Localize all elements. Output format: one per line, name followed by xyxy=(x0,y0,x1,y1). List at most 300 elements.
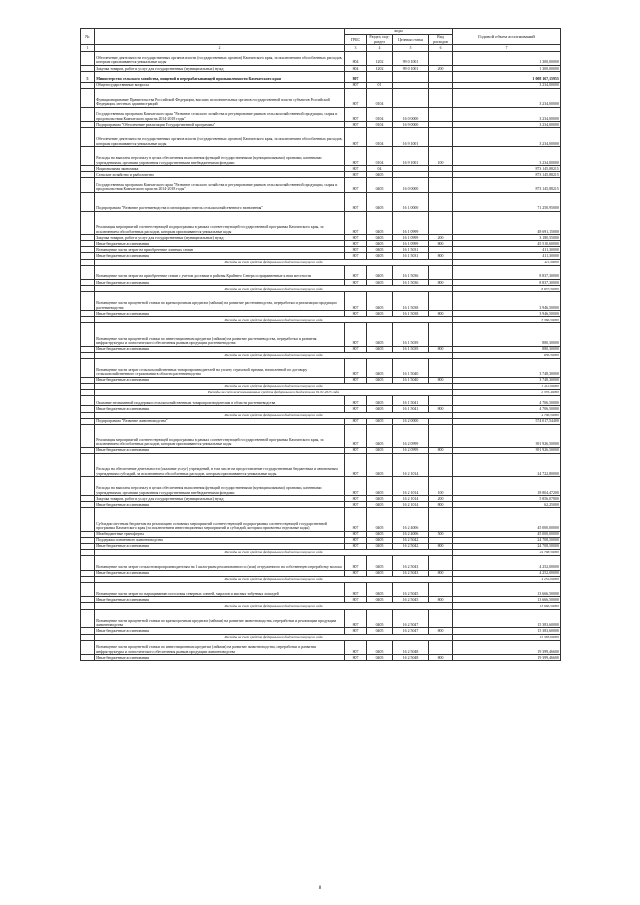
cell-name: Возмещение части процентной ставки по краткосрочным кредитам (займам) на развитие растениеводства, переработки и реализации продукции растениеводства xyxy=(95,292,345,311)
cell-vid xyxy=(429,292,453,311)
cell-sum: 391 926,50000 xyxy=(453,447,561,453)
cell-no xyxy=(81,178,95,193)
cell-sum: 13 666,50000 xyxy=(453,597,561,603)
cell-celevaya: 16 2 1014 xyxy=(393,454,429,477)
cell-sum: 3 748,30000 xyxy=(453,358,561,377)
cell-grbs: 807 xyxy=(345,447,367,453)
cell-vid xyxy=(429,178,453,193)
table-row xyxy=(81,424,561,447)
cell-razdel: 0405 xyxy=(367,609,393,628)
header-vid: Вид расходов xyxy=(429,35,453,45)
cell-sum: 5 856,07800 xyxy=(453,496,561,502)
cell-celevaya: 16 1 5031 xyxy=(393,247,429,253)
cell-celevaya: 16 2 0000 xyxy=(393,418,429,424)
cell-sum: 3 234,00000 xyxy=(453,107,561,122)
cell-grbs: 807 xyxy=(345,424,367,447)
cell-name: Субсидии местным бюджетам на реализацию основных мероприятий соответствующей подпрограммы соответствующей государственной программы Камчатского края (за исключением инвестиционных мероприятий и субсидий, которым присвоены отдельные коды) xyxy=(95,508,345,531)
cell-celevaya: 16 2 5042 xyxy=(393,543,429,549)
cell-note: Расходы за счет средств федерального бюджета текущего года xyxy=(95,317,453,323)
cell-celevaya: 16 2 0999 xyxy=(393,424,429,447)
cell-name: Иные бюджетные ассигнования xyxy=(95,655,345,661)
cell-name: Иные бюджетные ассигнования xyxy=(95,543,345,549)
table-row xyxy=(81,72,561,82)
cell-no xyxy=(81,265,95,280)
cell-sum: 45 000,00000 xyxy=(453,531,561,537)
cell-razdel: 0405 xyxy=(367,543,393,549)
cell-no xyxy=(81,640,95,655)
cell-razdel: 0405 xyxy=(367,537,393,543)
cell-razdel: 0405 xyxy=(367,377,393,383)
cell-vid: 100 xyxy=(429,147,453,166)
cell-sum: 15 383,60000 xyxy=(453,628,561,634)
cell-razdel: 0405 xyxy=(367,253,393,259)
cell-razdel: 0405 xyxy=(367,192,393,211)
table-row xyxy=(81,88,561,107)
cell-grbs: 807 xyxy=(345,346,367,352)
cell-sum: 411,30000 xyxy=(453,253,561,259)
col-number: 4 xyxy=(367,45,393,51)
cell-grbs: 807 xyxy=(345,531,367,537)
cell-sum: 391 926,50000 xyxy=(453,424,561,447)
cell-razdel: 0405 xyxy=(367,477,393,496)
cell-name: Иные бюджетные ассигнования xyxy=(95,628,345,634)
cell-razdel: 0405 xyxy=(367,424,393,447)
cell-razdel: 0405 xyxy=(367,447,393,453)
cell-name: Иные бюджетные ассигнования xyxy=(95,253,345,259)
cell-sum: 873 145,88215 xyxy=(453,166,561,172)
cell-sum: 880,30000 xyxy=(453,346,561,352)
cell-vid xyxy=(429,358,453,377)
cell-name: Иные бюджетные ассигнования xyxy=(95,502,345,508)
cell-sum: 8 837,30000 xyxy=(453,280,561,286)
cell-grbs: 807 xyxy=(345,166,367,172)
cell-celevaya xyxy=(393,88,429,107)
cell-note: Расходы за счет средств федерального бюджета текущего года xyxy=(95,383,453,389)
cell-celevaya: 16 0 0000 xyxy=(393,107,429,122)
cell-no xyxy=(81,454,95,477)
cell-no xyxy=(81,358,95,377)
cell-sum: 3 234,00000 xyxy=(453,122,561,128)
cell-no xyxy=(81,147,95,166)
cell-no xyxy=(81,128,95,147)
table-row xyxy=(81,147,561,166)
cell-name: Иные бюджетные ассигнования xyxy=(95,280,345,286)
cell-celevaya: 16 1 5041 xyxy=(393,406,429,412)
table-row xyxy=(81,358,561,377)
cell-grbs: 807 xyxy=(345,477,367,496)
cell-sum: 4 252,00000 xyxy=(453,556,561,571)
cell-razdel: 0104 xyxy=(367,88,393,107)
cell-grbs: 807 xyxy=(345,358,367,377)
cell-vid: 800 xyxy=(429,447,453,453)
cell-sum: 873 145,88215 xyxy=(453,178,561,193)
cell-vid: 800 xyxy=(429,253,453,259)
cell-vid: 800 xyxy=(429,346,453,352)
cell-celevaya: 16 2 0999 xyxy=(393,447,429,453)
cell-no xyxy=(81,582,95,597)
cell-vid xyxy=(429,640,453,655)
cell-sum: 1 300,00000 xyxy=(453,51,561,66)
cell-no xyxy=(81,211,95,234)
cell-sum: 13 666,50000 xyxy=(453,582,561,597)
cell-vid: 800 xyxy=(429,543,453,549)
cell-name: Возмещение части затрат на приобретение семян с учетом доставки в районы Крайнего Севера и приравненные к ним местности xyxy=(95,265,345,280)
table-header xyxy=(81,29,561,52)
col-number: 2 xyxy=(95,45,345,51)
cell-vid xyxy=(429,265,453,280)
cell-no xyxy=(81,508,95,531)
cell-sum: 8 837,30000 xyxy=(453,286,561,292)
cell-name: Национальная экономика xyxy=(95,166,345,172)
cell-note: Расходы за счет неиспользованных средств федерального бюджета на 01.01.2015 года xyxy=(95,390,453,396)
cell-celevaya: 16 1 5040 xyxy=(393,377,429,383)
cell-name: Возмещение части процентной ставки по краткосрочным кредитам (займам) на развитие животноводства, переработки и реализации продукции животноводства xyxy=(95,609,345,628)
cell-grbs: 807 xyxy=(345,311,367,317)
cell-name: Закупка товаров, работ и услуг для государственных (муниципальных) нужд xyxy=(95,496,345,502)
cell-vid xyxy=(429,454,453,477)
cell-celevaya: 16 1 5039 xyxy=(393,346,429,352)
cell-sum: 4 706,50000 xyxy=(453,396,561,406)
cell-razdel: 0104 xyxy=(367,122,393,128)
cell-razdel: 0405 xyxy=(367,311,393,317)
cell-vid: 800 xyxy=(429,628,453,634)
cell-sum: 45 510,60000 xyxy=(453,241,561,247)
table-row xyxy=(81,292,561,311)
cell-vid: 800 xyxy=(429,570,453,576)
cell-note: Расходы за счет средств федерального бюджета текущего года xyxy=(95,634,453,640)
table-row xyxy=(81,107,561,122)
cell-razdel: 0405 xyxy=(367,280,393,286)
cell-vid: 800 xyxy=(429,597,453,603)
cell-celevaya: 16 0 0000 xyxy=(393,178,429,193)
cell-celevaya: 16 2 4006 xyxy=(393,508,429,531)
budget-table xyxy=(80,28,561,661)
cell-grbs: 804 xyxy=(345,51,367,66)
cell-grbs: 807 xyxy=(345,241,367,247)
table-row xyxy=(81,640,561,655)
cell-name: Подпрограмма "Развитие животноводства" xyxy=(95,418,345,424)
cell-sum: 19 399,46600 xyxy=(453,640,561,655)
cell-razdel: 0405 xyxy=(367,292,393,311)
cell-no xyxy=(81,477,95,496)
cell-celevaya: 16 2 5043 xyxy=(393,570,429,576)
cell-note: Расходы за счет средств федерального бюджета текущего года xyxy=(95,549,453,555)
cell-grbs: 807 xyxy=(345,107,367,122)
cell-razdel: 0405 xyxy=(367,346,393,352)
cell-celevaya: 16 9 0000 xyxy=(393,122,429,128)
cell-grbs: 807 xyxy=(345,280,367,286)
cell-celevaya: 16 2 5048 xyxy=(393,640,429,655)
cell-celevaya: 16 1 5039 xyxy=(393,323,429,346)
cell-sum: 15 383,60000 xyxy=(453,634,561,640)
cell-sum: 3 234,00000 xyxy=(453,82,561,88)
cell-sum: 4 706,50000 xyxy=(453,412,561,418)
cell-razdel: 0405 xyxy=(367,247,393,253)
cell-celevaya: 16 2 5043 xyxy=(393,556,429,571)
cell-name: Расходы на выплаты персоналу в целях обеспечения выполнения функций государственными (муниципальными) органами, казенными учреждениями, органами управления государственными внебюджетными фондами xyxy=(95,147,345,166)
cell-name: Возмещение части затрат на приобретение элитных семян xyxy=(95,247,345,253)
cell-razdel: 0104 xyxy=(367,107,393,122)
cell-grbs: 807 xyxy=(345,172,367,178)
cell-celevaya: 16 1 0000 xyxy=(393,192,429,211)
cell-vid xyxy=(429,72,453,82)
cell-razdel: 0405 xyxy=(367,502,393,508)
table-row xyxy=(81,265,561,280)
header-codes: коды xyxy=(345,29,453,35)
cell-celevaya: 99 0 1001 xyxy=(393,66,429,72)
cell-name: Обеспечение деятельности государственных органов власти (государственных органов) Камчатского края, за исключением обособленных расходов, которым присваиваются уникальные коды xyxy=(95,51,345,66)
cell-grbs: 807 xyxy=(345,418,367,424)
cell-sum: 411,30000 xyxy=(453,247,561,253)
cell-celevaya: 16 1 5036 xyxy=(393,265,429,280)
cell-name: Иные бюджетные ассигнования xyxy=(95,241,345,247)
cell-grbs: 807 xyxy=(345,556,367,571)
cell-vid: 800 xyxy=(429,311,453,317)
cell-celevaya: 16 1 5038 xyxy=(393,311,429,317)
cell-sum: 71 250,95000 xyxy=(453,192,561,211)
cell-vid: 800 xyxy=(429,280,453,286)
cell-name: Общегосударственные вопросы xyxy=(95,82,345,88)
cell-razdel: 1202 xyxy=(367,51,393,66)
cell-grbs: 807 xyxy=(345,122,367,128)
table-row xyxy=(81,556,561,571)
cell-grbs: 807 xyxy=(345,628,367,634)
cell-grbs: 807 xyxy=(345,502,367,508)
cell-sum: 24 708,50000 xyxy=(453,543,561,549)
cell-grbs: 807 xyxy=(345,292,367,311)
cell-grbs: 807 xyxy=(345,323,367,346)
cell-razdel: 0405 xyxy=(367,323,393,346)
cell-grbs: 807 xyxy=(345,247,367,253)
cell-celevaya: 16 1 5036 xyxy=(393,280,429,286)
cell-celevaya: 16 2 5048 xyxy=(393,655,429,661)
cell-grbs: 804 xyxy=(345,66,367,72)
cell-name: Иные бюджетные ассигнования xyxy=(95,570,345,576)
cell-sum: 3 748,30000 xyxy=(453,377,561,383)
cell-grbs: 807 xyxy=(345,537,367,543)
cell-celevaya: 16 1 5031 xyxy=(393,253,429,259)
cell-sum: 24 708,50000 xyxy=(453,549,561,555)
cell-grbs: 807 xyxy=(345,396,367,406)
cell-sum: 873 145,88215 xyxy=(453,172,561,178)
cell-name: Подпрограмма "Обеспечение реализации Государственной программы" xyxy=(95,122,345,128)
cell-vid xyxy=(429,88,453,107)
cell-sum: 1 008 167,15955 xyxy=(453,72,561,82)
cell-grbs: 807 xyxy=(345,235,367,241)
cell-razdel: 0405 xyxy=(367,178,393,193)
cell-sum: 411,30000 xyxy=(453,259,561,265)
cell-vid: 800 xyxy=(429,241,453,247)
cell-no xyxy=(81,292,95,311)
cell-name: Реализация мероприятий соответствующей подпрограммы в рамках соответствующей государственной программы Камчатского края, за исключением обособленных расходов, которым присваиваются уникальные коды xyxy=(95,211,345,234)
cell-grbs: 807 xyxy=(345,454,367,477)
header-sum: Годовой объем ассигнований xyxy=(453,29,561,45)
cell-celevaya: 16 9 1001 xyxy=(393,147,429,166)
cell-razdel: 0405 xyxy=(367,241,393,247)
cell-razdel: 0405 xyxy=(367,396,393,406)
cell-razdel: 0405 xyxy=(367,508,393,531)
cell-celevaya: 16 2 1014 xyxy=(393,496,429,502)
cell-name: Поддержка племенного животноводства xyxy=(95,537,345,543)
cell-grbs: 807 xyxy=(345,508,367,531)
cell-razdel: 01 xyxy=(367,82,393,88)
cell-no xyxy=(81,609,95,628)
cell-razdel: 0405 xyxy=(367,597,393,603)
cell-celevaya: 16 2 5047 xyxy=(393,609,429,628)
cell-name: Иные бюджетные ассигнования xyxy=(95,311,345,317)
cell-sum: 2 335,40000 xyxy=(453,390,561,396)
cell-razdel: 0405 xyxy=(367,454,393,477)
table-body xyxy=(81,51,561,661)
cell-celevaya: 16 1 0999 xyxy=(393,241,429,247)
cell-name: Закупка товаров, работ и услуг для государственных (муниципальных) нужд xyxy=(95,235,345,241)
table-row xyxy=(81,211,561,234)
cell-razdel: 0405 xyxy=(367,556,393,571)
cell-name: Иные бюджетные ассигнования xyxy=(95,597,345,603)
table-row xyxy=(81,582,561,597)
table-row xyxy=(81,454,561,477)
cell-sum: 3 946,50000 xyxy=(453,292,561,311)
cell-grbs: 807 xyxy=(345,211,367,234)
cell-razdel: 0405 xyxy=(367,358,393,377)
table-row xyxy=(81,178,561,193)
table-row xyxy=(81,396,561,406)
cell-vid xyxy=(429,396,453,406)
cell-vid: 800 xyxy=(429,655,453,661)
cell-name: Возмещение части затрат сельскохозяйственных товаропроизводителей на уплату страховой премии, начисленной по договору сельскохозяйственного страхования в области растениеводства xyxy=(95,358,345,377)
cell-grbs: 807 xyxy=(345,597,367,603)
cell-sum: 4 252,00000 xyxy=(453,576,561,582)
cell-celevaya: 16 1 5038 xyxy=(393,292,429,311)
table-row xyxy=(81,477,561,496)
cell-vid xyxy=(429,211,453,234)
cell-celevaya: 16 1 5040 xyxy=(393,358,429,377)
cell-grbs: 807 xyxy=(345,543,367,549)
cell-grbs: 807 xyxy=(345,88,367,107)
cell-name: Иные бюджетные ассигнования xyxy=(95,346,345,352)
table-row xyxy=(81,508,561,531)
cell-celevaya: 16 2 4006 xyxy=(393,531,429,537)
page-number: 8 xyxy=(318,886,322,891)
cell-vid: 100 xyxy=(429,477,453,496)
cell-no xyxy=(81,88,95,107)
cell-name: Государственная программа Камчатского края "Развитие сельского хозяйства и регулирование рынков сельскохозяйственной продукции, сырья и продовольствия Камчатского края на 2014-2018 годы" xyxy=(95,178,345,193)
cell-vid xyxy=(429,582,453,597)
cell-no: 5 xyxy=(81,72,95,82)
cell-vid xyxy=(429,508,453,531)
cell-razdel: 0405 xyxy=(367,640,393,655)
table-row xyxy=(81,192,561,211)
cell-name: Расходы на выплаты персоналу в целях обеспечения выполнения функций государственными (муниципальными) органами, казенными учреждениями, органами управления государственными внебюджетными фондами xyxy=(95,477,345,496)
cell-sum: 18 804,47200 xyxy=(453,477,561,496)
cell-name: Государственная программа Камчатского края "Развитие сельского хозяйства и регулирование рынков сельскохозяйственной продукции, сырья и продовольствия Камчатского края на 2014-2018 годы" xyxy=(95,107,345,122)
cell-no xyxy=(81,107,95,122)
header-grbs: ГРБС xyxy=(345,35,367,45)
cell-name: Обеспечение деятельности государственных органов власти (государственных органов) Камчатского края, за исключением обособленных расходов, которым присваиваются уникальные коды xyxy=(95,128,345,147)
cell-sum: 3 234,00000 xyxy=(453,88,561,107)
cell-sum: 1 412,90000 xyxy=(453,383,561,389)
cell-vid xyxy=(429,128,453,147)
cell-celevaya: 16 2 5047 xyxy=(393,628,429,634)
cell-name: Подпрограмма "Развитие растениеводства и мелиорации земель сельскохозяйственного назначения" xyxy=(95,192,345,211)
col-number: 3 xyxy=(345,45,367,51)
cell-razdel: 0405 xyxy=(367,235,393,241)
cell-grbs: 807 xyxy=(345,82,367,88)
cell-no xyxy=(81,323,95,346)
cell-grbs: 807 xyxy=(345,72,367,82)
cell-grbs: 807 xyxy=(345,178,367,193)
cell-razdel: 0405 xyxy=(367,172,393,178)
cell-razdel: 0405 xyxy=(367,418,393,424)
cell-vid xyxy=(429,323,453,346)
cell-razdel: 1202 xyxy=(367,66,393,72)
cell-name: Межбюджетные трансферты xyxy=(95,531,345,537)
cell-celevaya: 16 1 0999 xyxy=(393,211,429,234)
cell-vid: 800 xyxy=(429,406,453,412)
cell-name: Иные бюджетные ассигнования xyxy=(95,406,345,412)
table-row xyxy=(81,609,561,628)
cell-vid: 800 xyxy=(429,377,453,383)
cell-note: Расходы за счет средств федерального бюджета текущего года xyxy=(95,286,453,292)
cell-grbs: 807 xyxy=(345,265,367,280)
col-number: 7 xyxy=(453,45,561,51)
cell-sum: 45 000,00000 xyxy=(453,508,561,531)
cell-sum: 8 837,30000 xyxy=(453,265,561,280)
cell-celevaya: 16 2 1014 xyxy=(393,502,429,508)
cell-celevaya: 16 9 1001 xyxy=(393,128,429,147)
cell-vid xyxy=(429,556,453,571)
cell-grbs: 807 xyxy=(345,406,367,412)
header-razdel: Раздел, под-раздел xyxy=(367,35,393,45)
cell-note: Расходы за счет средств федерального бюджета текущего года xyxy=(95,603,453,609)
cell-sum: 1 300,00000 xyxy=(453,66,561,72)
cell-name: Функционирование Правительства Российской Федерации, высших исполнительных органов государственной власти субъектов Российской Федерации, местных администраций xyxy=(95,88,345,107)
cell-sum: 48 691,15000 xyxy=(453,211,561,234)
cell-razdel: 0104 xyxy=(367,147,393,166)
cell-name: Министерство сельского хозяйства, пищевой и перерабатывающей промышленности Камчатского края xyxy=(95,72,345,82)
col-number: 6 xyxy=(429,45,453,51)
cell-grbs: 807 xyxy=(345,147,367,166)
cell-sum: 24 722,80000 xyxy=(453,454,561,477)
cell-razdel: 0405 xyxy=(367,582,393,597)
cell-celevaya: 99 0 1001 xyxy=(393,51,429,66)
header-no: № xyxy=(81,29,95,45)
table-row xyxy=(81,51,561,66)
table-row xyxy=(81,323,561,346)
cell-name: Возмещение части процентной ставки по инвестиционным кредитам (займам) на развитие растениеводства, переработки и развития инфраструктуры и логистического обеспечения рынков продукции растениеводства xyxy=(95,323,345,346)
cell-sum: 62,25000 xyxy=(453,502,561,508)
cell-grbs: 807 xyxy=(345,609,367,628)
cell-vid xyxy=(429,192,453,211)
cell-name: Возмещение части затрат по наращиванию поголовья северных оленей, маралов и мясных табунных лошадей xyxy=(95,582,345,597)
cell-celevaya: 16 2 5045 xyxy=(393,582,429,597)
cell-vid: 200 xyxy=(429,66,453,72)
cell-vid: 200 xyxy=(429,496,453,502)
cell-name: Возмещение части процентной ставки по инвестиционным кредитам (займам) на развитие животноводства, переработки и развития инфраструктуры и логистического обеспечения рынков продукции животноводства xyxy=(95,640,345,655)
table-row xyxy=(81,655,561,661)
cell-grbs: 807 xyxy=(345,253,367,259)
table-row xyxy=(81,128,561,147)
cell-vid xyxy=(429,51,453,66)
col-number: 5 xyxy=(393,45,429,51)
cell-celevaya xyxy=(393,72,429,82)
cell-vid xyxy=(429,424,453,447)
cell-razdel: 0405 xyxy=(367,496,393,502)
cell-sum: 4 706,50000 xyxy=(453,406,561,412)
cell-razdel: 0405 xyxy=(367,628,393,634)
cell-sum: 3 180,55000 xyxy=(453,235,561,241)
cell-razdel: 0405 xyxy=(367,531,393,537)
